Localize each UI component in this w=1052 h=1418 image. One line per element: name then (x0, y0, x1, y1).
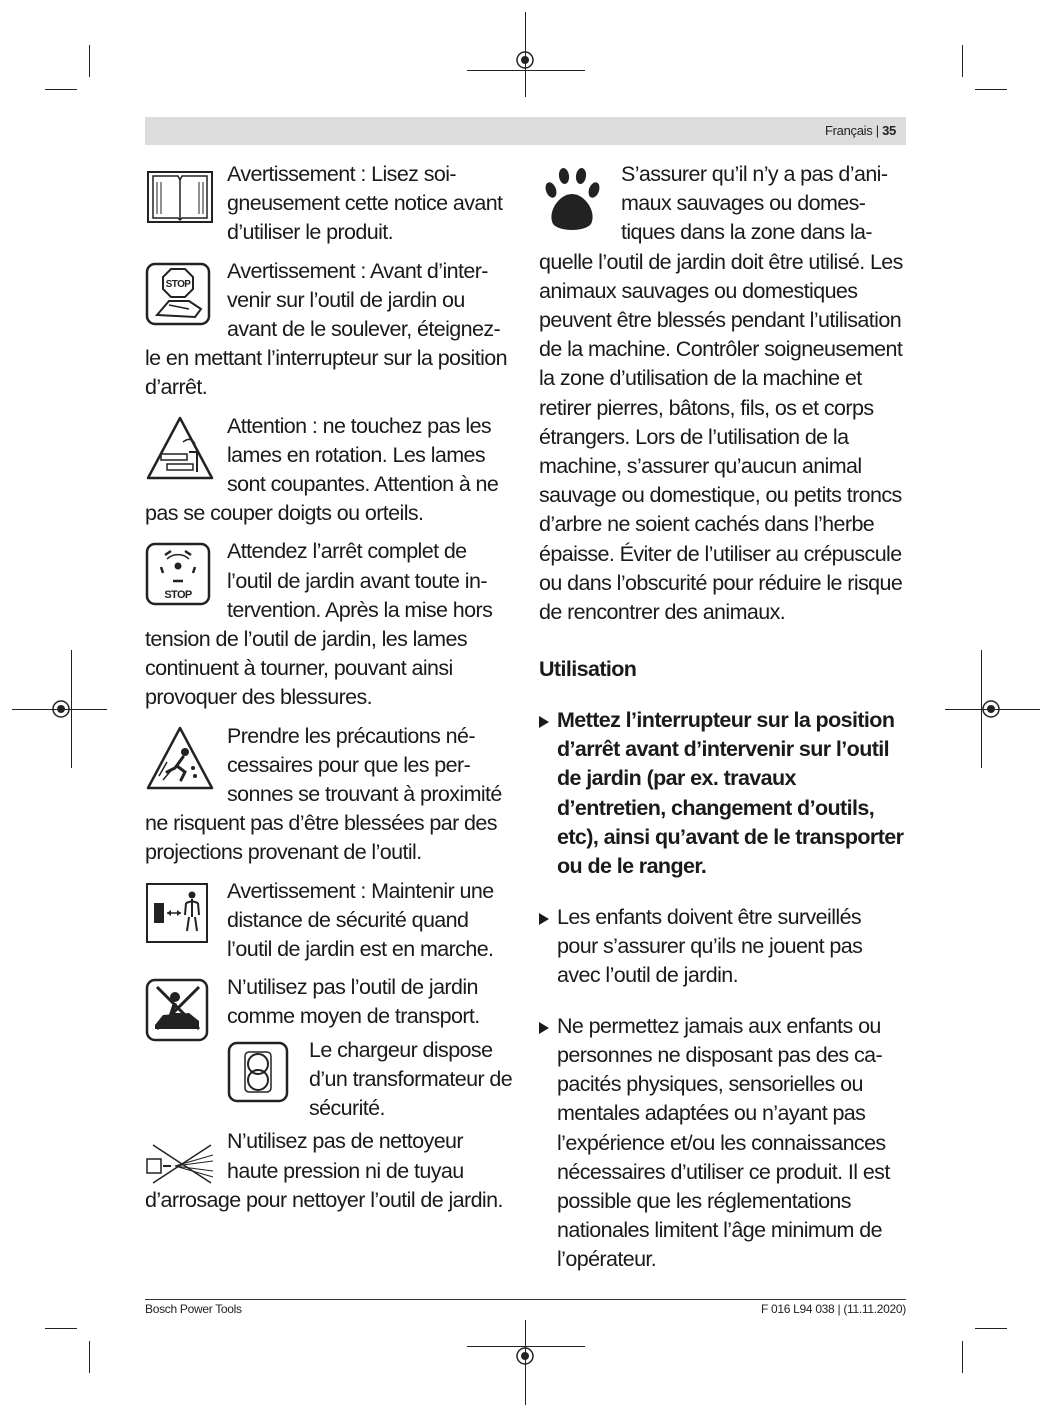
blade-stop-icon-label: STOP (164, 589, 192, 602)
crop-mark (89, 1341, 90, 1373)
registration-line (71, 650, 72, 768)
info-text: Le chargeur dispose d’un transformateur de sécurité. (309, 1037, 513, 1121)
warning-text: Attendez l’arrêt complet de l’outil de jardin avant toute intervention. Après la mise hors tension de l’outil de jardin, les lames continuent à tourner, pouvant ainsi provoquer des blessures. (145, 539, 493, 710)
crop-mark (45, 1328, 77, 1329)
warning-no-transport (145, 973, 513, 1031)
right-column (539, 160, 907, 1296)
safety-transformer-icon (227, 1038, 297, 1098)
projection-warning-icon (145, 724, 215, 794)
registration-line (467, 70, 585, 71)
warning-rotating-blades (145, 412, 513, 529)
bullet-text: Mettez l’interrupteur sur la position d’arrêt avant d’intervenir sur l’outil de jardin (par ex. travaux d’entretien, changement d’outils, etc), ainsi qu’avant de le transporter ou de le ranger. (557, 707, 904, 878)
registration-mark-icon (515, 1346, 535, 1366)
manual-book-icon (145, 162, 215, 232)
footer-divider (145, 1299, 906, 1300)
registration-mark-icon (51, 699, 71, 719)
warning-text: N’utilisez pas l’outil de jardin comme moyen de transport. (227, 975, 480, 1029)
warning-animals (539, 160, 907, 627)
warning-text: Prendre les précautions nécessaires pour que les personnes se trouvant à proximité ne risquent pas d’être blessées par des projections provenant de l’outil. (145, 723, 502, 865)
bullet-triangle-icon (539, 716, 549, 728)
crop-mark (89, 45, 90, 77)
warning-text: S’assurer qu’il n’y a pas d’animaux sauvages ou domestiques dans la zone dans laquelle l’outil de jardin doit être utilisé. Les animaux sauvages ou domestiques peuvent être blessés pendant l’utilisation de la machine. Contrôler soigneusement la zone d’utilisation de la machine et retirer pierres, bâtons, fils, os et corps étrangers. Lors de l’utilisation de la machine, s’assurer qu’aucun animal sauvage ou domestique, ou petits troncs d’arbre ne soient cachés dans l’herbe épaisse. Éviter de l’utiliser au crépuscule ou dans l’obscurité pour réduire le risque de rencontrer des animaux. (539, 162, 903, 625)
stop-manual-icon (145, 259, 215, 329)
bullet-triangle-icon (539, 1022, 549, 1034)
header-text (825, 123, 896, 138)
bullet-item (539, 706, 907, 881)
warning-text: N’utilisez pas de nettoyeur haute pression ni de tuyau d’arrosage pour nettoyer l’outil de jardin. (145, 1129, 503, 1212)
crop-mark (45, 89, 77, 90)
header-language: Français (824, 123, 873, 138)
warning-text: Avertissement : Maintenir une distance de sécurité quand l’outil de jardin est en marche. (227, 878, 494, 962)
bullet-triangle-icon (539, 913, 549, 925)
warning-text: Avertissement : Avant d’intervenir sur l’outil de jardin ou avant de le soulever, éteignez-le en mettant l’interrupteur sur la position d’arrêt. (145, 258, 507, 400)
page-number: 35 (882, 123, 896, 138)
paw-print-icon (539, 162, 609, 232)
warning-safety-distance (145, 877, 513, 965)
warning-text: Avertissement : Lisez soigneusement cette notice avant d’utiliser le produit. (227, 162, 503, 245)
warning-read-manual (145, 160, 513, 248)
crop-mark (962, 45, 963, 77)
page-header (145, 117, 906, 145)
blade-stop-icon (145, 539, 215, 609)
bullet-item (539, 903, 907, 991)
warning-projections (145, 722, 513, 868)
info-safety-transformer (145, 1036, 513, 1124)
svg-text:STOP: STOP (165, 278, 191, 290)
warning-text: Attention : ne touchez pas les lames en rotation. Les lames sont coupantes. Attention à ne pas se couper doigts ou orteils. (145, 413, 499, 526)
warning-no-pressure-washer (145, 1127, 513, 1215)
rotating-blade-warning-icon (145, 414, 215, 484)
registration-mark-icon (515, 50, 535, 70)
warning-wait-blade-stop (145, 537, 513, 712)
left-column (145, 160, 513, 1224)
warning-stop-before-intervention (145, 257, 513, 403)
footer-doc-code: F 016 L94 038 | (11.11.2020) (760, 1302, 906, 1316)
crop-mark (962, 1341, 963, 1373)
bullet-item (539, 1012, 907, 1275)
bullet-text: Les enfants doivent être surveillés pour s’assurer qu’ils ne jouent pas avec l’outil de jardin. (557, 904, 863, 988)
bullet-text: Ne permettez jamais aux enfants ou personnes ne disposant pas des capacités physiques, sensorielles ou mentales adaptées ou n’ayant pas l’expérience et/ou les connaissances nécessaires d’utiliser ce produit. Il est possible que les réglementations nationales limitent l’âge minimum de l’opérateur. (557, 1013, 890, 1272)
crop-mark (975, 1328, 1007, 1329)
header-separator: | (875, 123, 879, 138)
safety-distance-icon (145, 879, 215, 949)
registration-mark-icon (981, 699, 1001, 719)
footer-publisher: Bosch Power Tools (145, 1302, 242, 1316)
section-heading: Utilisation (539, 657, 637, 682)
no-pressure-washer-icon (145, 1129, 215, 1175)
crop-mark (975, 89, 1007, 90)
